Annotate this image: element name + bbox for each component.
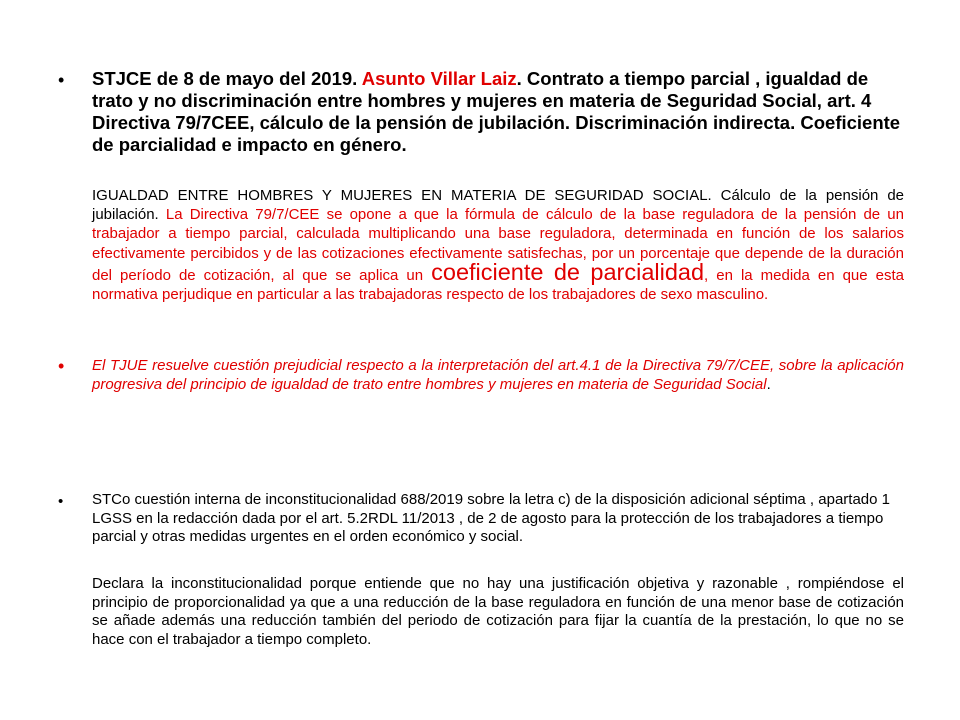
bullet-marker: • [58, 70, 65, 90]
tjue-text: El TJUE resuelve cuestión prejudicial respecto a la interpretación del art.4.1 de la Directiva 79/7/CEE, sobre la aplicación progresiva del principio de igualdad de trato entre hombres y mujeres en materia de Seguridad Social [92, 357, 904, 394]
asunto-name: Asunto Villar Laiz [361, 68, 517, 89]
summary-lead: IGUALDAD ENTRE HOMBRES Y MUJERES EN MATERIA DE SEGURIDAD SOCIAL. Cálculo de la pensión de jubilación. [92, 187, 904, 224]
coeficiente-highlight: coeficiente de parcialidad [431, 258, 705, 285]
bullet-marker: • [58, 493, 64, 510]
bullet-marker: • [58, 356, 65, 376]
summary-ruling-a: La Directiva 79/7/CEE se opone a que la fórmula de cálculo de la base reguladora de la pensión de un trabajador a tiempo parcial, calculada multiplicando una base reguladora, determinada en función de los salarios efectivamente percibidos y de las cotizaciones efectivamente satisfechas, por un porcentaje que depende de la duración del período de cotización, al que se aplica un [92, 206, 904, 284]
stco-conclusion-text: Declara la inconstitucionalidad porque entiende que no hay una justificación objetiva y razonable , rompiéndose el principio de proporcionalidad ya que a una reducción de la base reguladora en función de una menor base de cotización se añade además una reducción también del periodo de cotización para fijar la cuantía de la prestación, lo que no se hace con el trabajador a tiempo completo. [92, 575, 904, 648]
stjce-title-b: . Contrato a tiempo parcial , igualdad de trato y no discriminación entre hombres y mujeres en materia de Seguridad Social, art. 4 Directiva 79/7CEE, cálculo de la pensión de jubilación. Discriminación indirecta. Coeficiente de parcialidad e impacto en género. [92, 68, 901, 155]
summary-ruling-b: , en la medida en que esta normativa perjudique en particular a las trabajadoras respecto de los trabajadores de sexo masculino. [92, 266, 905, 304]
stco-conclusion-paragraph [92, 575, 904, 649]
tjue-period: . [766, 376, 771, 394]
item-stjce-heading [92, 68, 904, 156]
stjce-summary-paragraph [92, 186, 904, 304]
item-stco-paragraph [92, 491, 904, 547]
stco-text: STCo cuestión interna de inconstitucionalidad 688/2019 sobre la letra c) de la disposición adicional séptima , apartado 1 LGSS en la redacción dada por el art. 5.2RDL 11/2013 , de 2 de agosto para la protección de los trabajadores a tiempo parcial y otras medidas urgentes en el orden económico y social. [92, 491, 890, 545]
item-tjue-paragraph [92, 356, 904, 394]
stjce-title-a: STJCE de 8 de mayo del 2019. [92, 68, 362, 89]
